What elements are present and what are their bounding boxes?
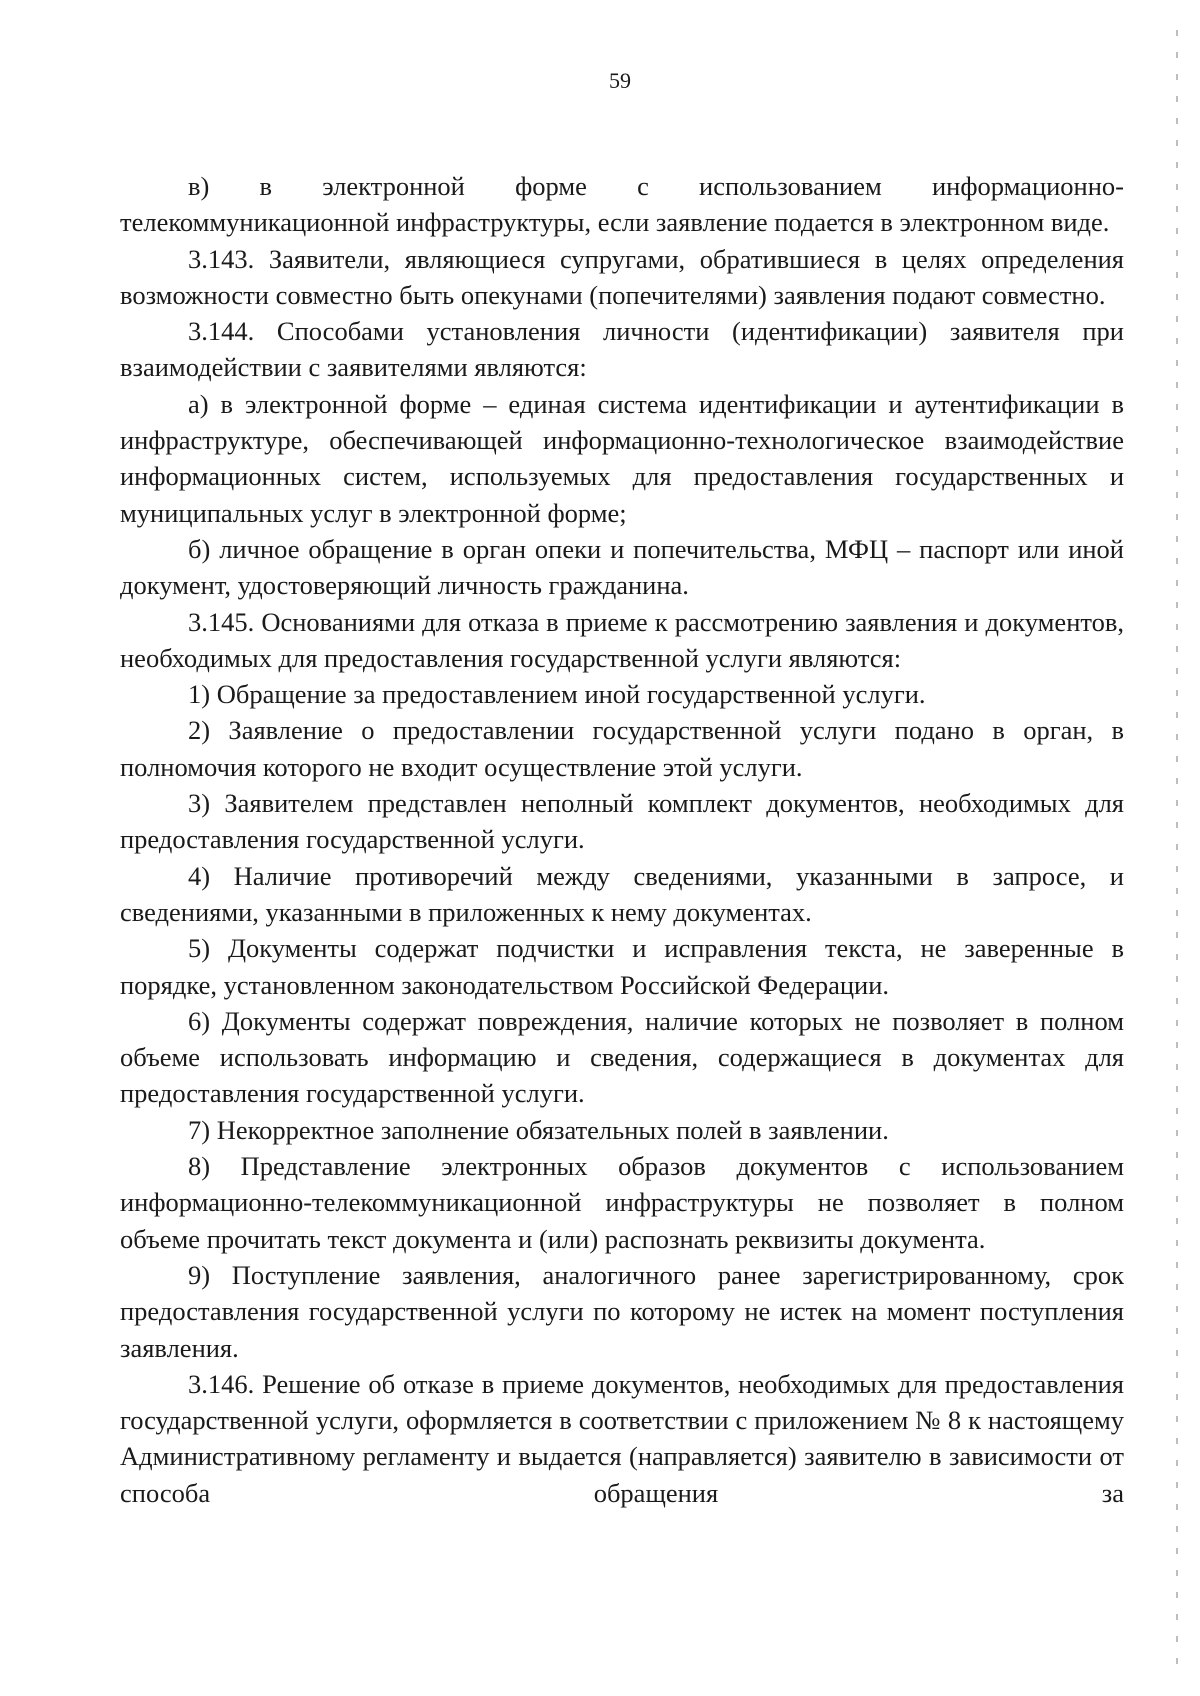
paragraph-3-145-item-6: 6) Документы содержат повреждения, наличие которых не позволяет в полном объеме использовать информацию и сведения, содержащиеся в документах для предоставления государственной услуги.	[120, 1005, 1124, 1109]
paragraph-3-145-item-2: 2) Заявление о предоставлении государственной услуги подано в орган, в полномочия которого не входит осуществление этой услуги.	[120, 715, 1124, 782]
paragraph-3-143: 3.143. Заявители, являющиеся супругами, обратившиеся в целях определения возможности совместно быть опекунами (попечителями) заявления подают совместно.	[120, 243, 1124, 310]
paragraph-3-145-item-8: 8) Представление электронных образов документов с использованием информационно-телекоммуникационной инфраструктуры не позволяет в полном объеме прочитать текст документа и (или) распознать реквизиты документа.	[120, 1151, 1124, 1254]
paragraph-3-145-item-7: 7) Некорректное заполнение обязательных полей в заявлении.	[188, 1114, 889, 1145]
paragraph-3-145-item-5: 5) Документы содержат подчистки и исправления текста, не заверенные в порядке, установленном законодательством Российской Федерации.	[120, 933, 1124, 1000]
paragraph-3-145-item-4: 4) Наличие противоречий между сведениями, указанными в запросе, и сведениями, указанными в приложенных к нему документах.	[120, 860, 1124, 927]
paragraph-3-144: 3.144. Способами установления личности (идентификации) заявителя при взаимодействии с заявителями являются:	[120, 316, 1124, 383]
paragraph-3-144-a: а) в электронной форме – единая система идентификации и аутентификации в инфраструктуре, обеспечивающей информационно-технологическое взаимодействие информационных систем, используемых для предоставления государственных и муниципальных услуг в электронной форме;	[120, 388, 1124, 528]
page-number: 59	[609, 68, 631, 93]
document-body	[120, 168, 1124, 1511]
paragraph-v-electronic-form: в) в электронной форме с использованием информационно-телекоммуникационной инфраструктуры, если заявление подается в электронном виде.	[120, 171, 1124, 238]
paragraph-3-145-item-9: 9) Поступление заявления, аналогичного ранее зарегистрированному, срок предоставления государственной услуги по которому не истек на момент поступления заявления.	[120, 1259, 1124, 1363]
paragraph-3-145: 3.145. Основаниями для отказа в приеме к рассмотрению заявления и документов, необходимых для предоставления государственной услуги являются:	[120, 606, 1124, 673]
paragraph-3-145-item-3: 3) Заявителем представлен неполный комплект документов, необходимых для предоставления государственной услуги.	[120, 788, 1124, 855]
scan-edge-mark	[1176, 30, 1178, 1670]
paragraph-3-146: 3.146. Решение об отказе в приеме документов, необходимых для предоставления государственной услуги, оформляется в соответствии с приложением № 8 к настоящему Административному регламенту и выдается (направляется) заявителю в зависимости от способа обращения за	[120, 1368, 1124, 1508]
paragraph-3-145-item-1: 1) Обращение за предоставлением иной государственной услуги.	[188, 679, 926, 710]
paragraph-3-144-b: б) личное обращение в орган опеки и попечительства, МФЦ – паспорт или иной документ, удостоверяющий личность гражданина.	[120, 533, 1124, 601]
